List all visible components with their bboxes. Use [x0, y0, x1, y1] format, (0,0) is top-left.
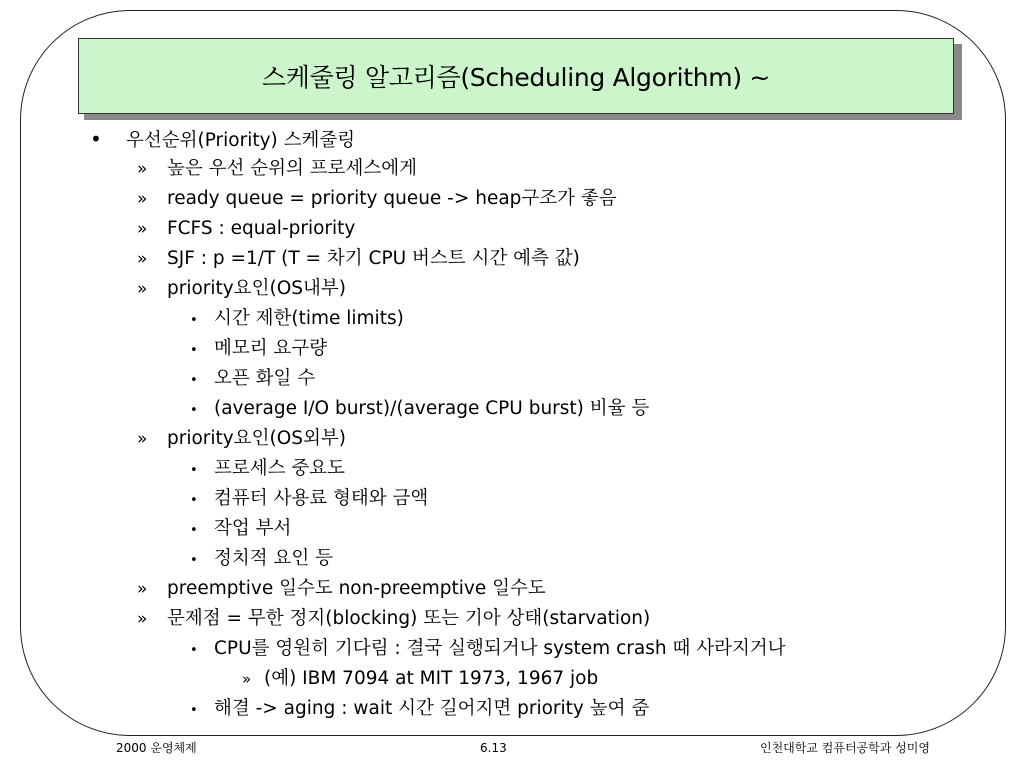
outline-item-text: 프로세스 중요도 [214, 458, 345, 479]
outline-item-text: CPU를 영원히 기다림 : 결국 실행되거나 system crash 때 사라지거나 [214, 638, 786, 659]
outline-item-text: 오픈 화일 수 [214, 368, 316, 389]
outline-item-text: 우선순위(Priority) 스케줄링 [126, 130, 356, 151]
bullet-icon: • [190, 343, 198, 358]
chevron-bullet-icon: » [137, 429, 148, 449]
bullet-icon: • [190, 493, 198, 508]
outline-item-level-3 [190, 304, 404, 334]
outline-item-level-2 [137, 154, 417, 184]
chevron-bullet-icon: » [137, 579, 148, 599]
outline-item-level-2 [137, 604, 650, 634]
bullet-icon: • [190, 463, 198, 478]
footer-left: 2000 운영체제 [116, 741, 197, 755]
outline-item-level-1 [90, 124, 355, 154]
outline-item-text: priority요인(OS외부) [167, 428, 346, 449]
footer-page-number: 6.13 [480, 741, 507, 755]
chevron-bullet-icon: » [137, 159, 148, 179]
outline-item-text: SJF : p =1/T (T = 차기 CPU 버스트 시간 예측 값) [167, 248, 580, 269]
chevron-bullet-icon: » [137, 189, 148, 209]
outline-item-text: 메모리 요구량 [214, 338, 328, 359]
footer-right: 인천대학교 컴퓨터공학과 성미영 [760, 741, 930, 755]
chevron-bullet-icon: » [137, 219, 148, 239]
outline-item-level-3 [190, 514, 291, 544]
bullet-icon: • [190, 643, 198, 658]
outline-item-level-3 [190, 394, 649, 424]
outline-item-text: 시간 제한(time limits) [214, 308, 404, 329]
bullet-icon: • [190, 313, 198, 328]
outline-item-level-3 [190, 544, 333, 574]
bullet-icon: • [190, 523, 198, 538]
outline-item-level-3 [190, 454, 345, 484]
outline-item-level-2 [137, 424, 346, 454]
slide-title: 스케줄링 알고리즘(Scheduling Algorithm) ~ [261, 63, 771, 92]
chevron-bullet-icon: » [137, 249, 148, 269]
outline-item-level-2 [137, 574, 546, 604]
outline-item-level-2 [137, 244, 580, 274]
title-box [78, 38, 954, 114]
outline-item-text: (average I/O burst)/(average CPU burst) 비율 등 [214, 398, 650, 419]
outline-item-level-3 [190, 634, 786, 664]
outline-item-level-3 [190, 694, 649, 724]
outline-item-level-4 [242, 664, 598, 694]
bullet-icon: • [190, 553, 198, 568]
outline-item-text: (예) IBM 7094 at MIT 1973, 1967 job [264, 668, 599, 689]
chevron-bullet-icon: » [137, 609, 148, 629]
outline-item-text: priority요인(OS내부) [167, 278, 346, 299]
outline-item-text: 문제점 = 무한 정지(blocking) 또는 기아 상태(starvation) [167, 608, 651, 629]
outline-item-level-3 [190, 364, 315, 394]
outline-item-level-2 [137, 274, 346, 304]
outline-item-text: 높은 우선 순위의 프로세스에게 [167, 158, 417, 179]
bullet-icon: • [190, 703, 198, 718]
bullet-icon: • [90, 127, 102, 151]
outline-item-level-3 [190, 334, 327, 364]
outline-item-text: preemptive 일수도 non-preemptive 일수도 [167, 578, 546, 599]
outline-item-text: 해결 -> aging : wait 시간 길어지면 priority 높여 줌 [214, 698, 650, 719]
bullet-icon: • [190, 373, 198, 388]
outline-item-level-2 [137, 184, 617, 214]
outline-item-text: 작업 부서 [214, 518, 292, 539]
outline-item-level-2 [137, 214, 355, 244]
outline-item-text: FCFS : equal-priority [167, 218, 356, 239]
outline-item-text: 정치적 요인 등 [214, 548, 333, 569]
chevron-bullet-icon: » [137, 279, 148, 299]
outline-item-level-3 [190, 484, 428, 514]
bullet-icon: • [190, 403, 198, 418]
chevron-bullet-icon: » [242, 670, 252, 688]
outline-item-text: ready queue = priority queue -> heap구조가 좋음 [167, 188, 617, 209]
outline-item-text: 컴퓨터 사용료 형태와 금액 [214, 488, 429, 509]
